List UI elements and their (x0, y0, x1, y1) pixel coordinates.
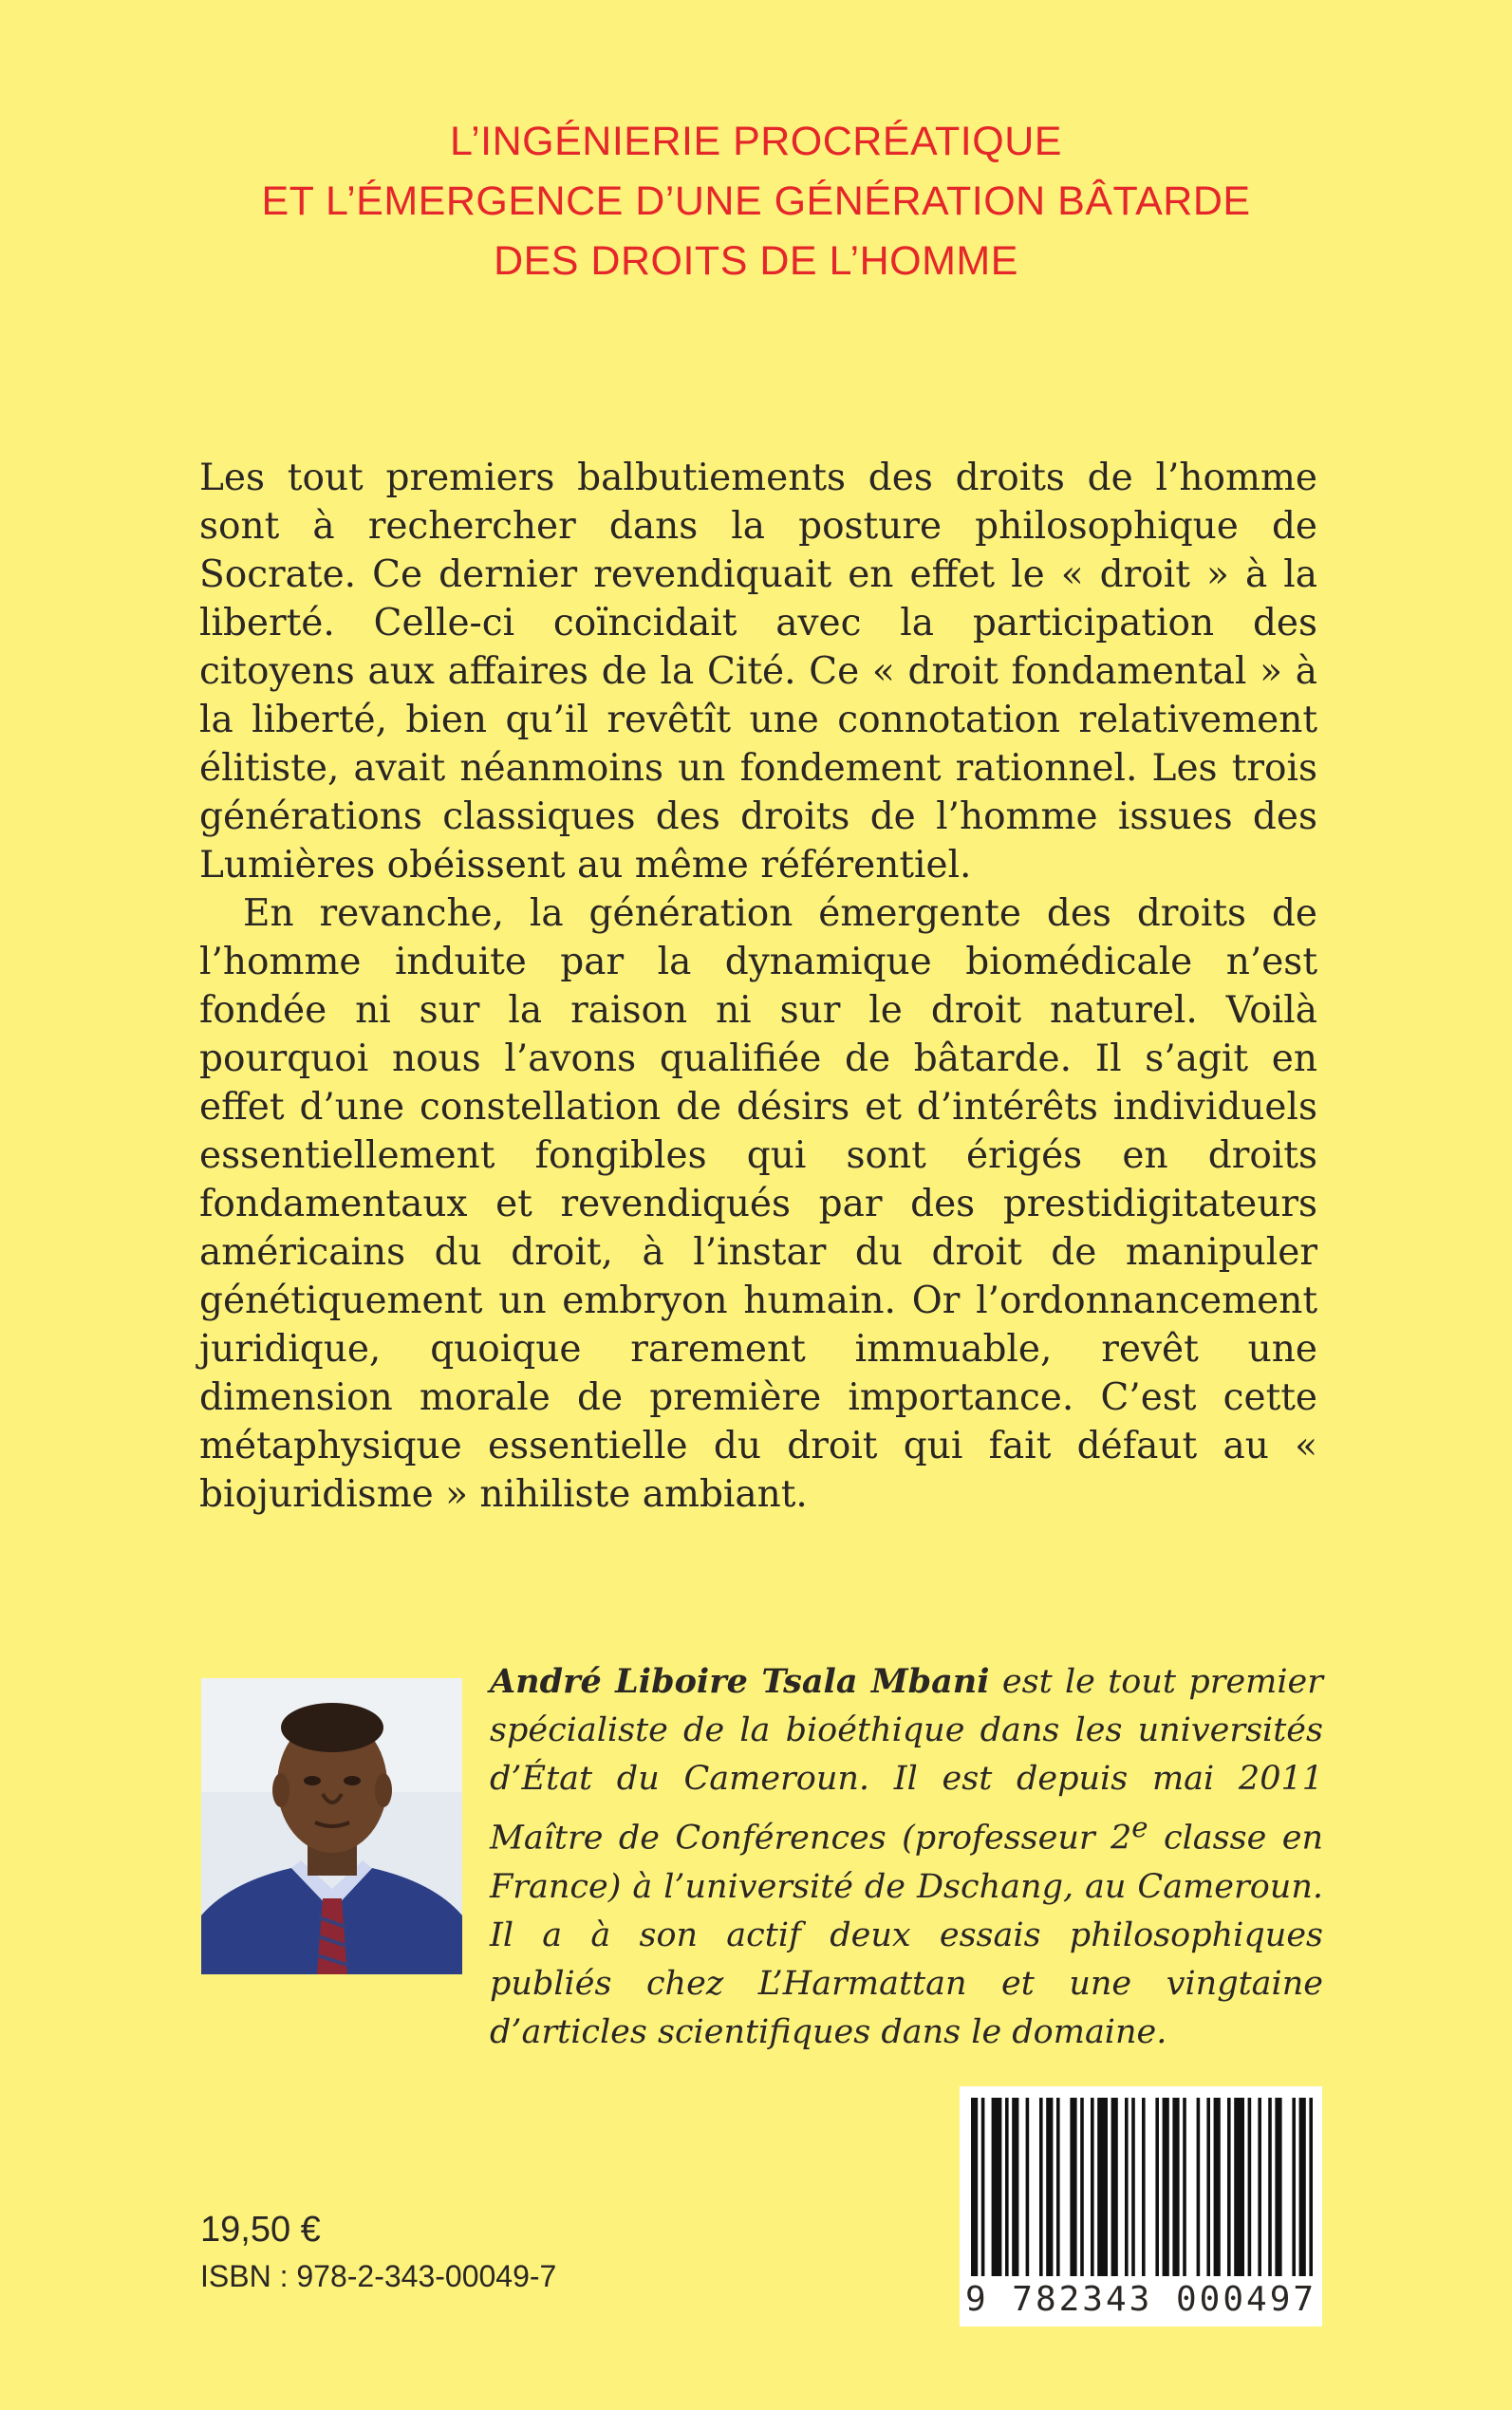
bio-text: est le tout premier spécialiste de la bioéthique dans les universités d’État du Cameroun. Il est depuis mai 2011 Maître de Conférences (professeur 2 (490, 1663, 1323, 1858)
title-line: L’INGÉNIERIE PROCRÉATIQUE (450, 119, 1062, 164)
price: 19,50 € (200, 2210, 321, 2250)
bio-text: classe en France) à l’université de Dschang, au Cameroun. Il a à son actif deux essais philosophiques publiés chez L’Harmattan et une vingtaine d’articles scientifiques dans le domaine. (490, 1819, 1323, 2051)
author-bio (490, 1657, 1323, 2057)
isbn: ISBN : 978-2-343-00049-7 (200, 2259, 557, 2293)
blurb-paragraph: En revanche, la génération émergente des droits de l’homme induite par la dynamique biomédicale n’est fondée ni sur la raison ni sur le droit naturel. Voilà pourquoi nous l’avons qualifiée de bâtarde. Il s’agit en effet d’une constellation de désirs et d’intérêts individuels essentiellement fongibles qui sont érigés en droits fondamentaux et revendiqués par des prestidigitateurs américains du droit, à l’instar du droit de manipuler génétiquement un embryon humain. Or l’ordonnancement juridique, quoique rarement immuable, revêt une dimension morale de première importance. C’est cette métaphysique essentielle du droit qui fait défaut au « biojuridisme » nihiliste ambiant. (199, 892, 1317, 1516)
barcode-digits: 9 782343 000497 (960, 2276, 1322, 2326)
blurb-paragraph: Les tout premiers balbutiements des droits de l’homme sont à rechercher dans la posture philosophique de Socrate. Ce dernier revendiquait en effet le « droit » à la liberté. Celle-ci coïncidait avec la participation des citoyens aux affaires de la Cité. Ce « droit fondamental » à la liberté, bien qu’il revêtît une connotation relativement élitiste, avait néanmoins un fondement rationnel. Les trois générations classiques des droits de l’homme issues des Lumières obéissent au même référentiel. (199, 457, 1317, 887)
book-title (0, 112, 1512, 291)
author-portrait-icon (201, 1678, 462, 1974)
barcode-icon (960, 2086, 1322, 2279)
barcode (960, 2086, 1322, 2279)
bio-superscript: e (1131, 1811, 1148, 1843)
title-line: DES DROITS DE L’HOMME (494, 238, 1018, 284)
author-name: André Liboire Tsala Mbani (490, 1662, 990, 1701)
author-photo (201, 1678, 462, 1974)
blurb (199, 454, 1317, 1519)
title-line: ET L’ÉMERGENCE D’UNE GÉNÉRATION BÂTARDE (261, 178, 1251, 224)
